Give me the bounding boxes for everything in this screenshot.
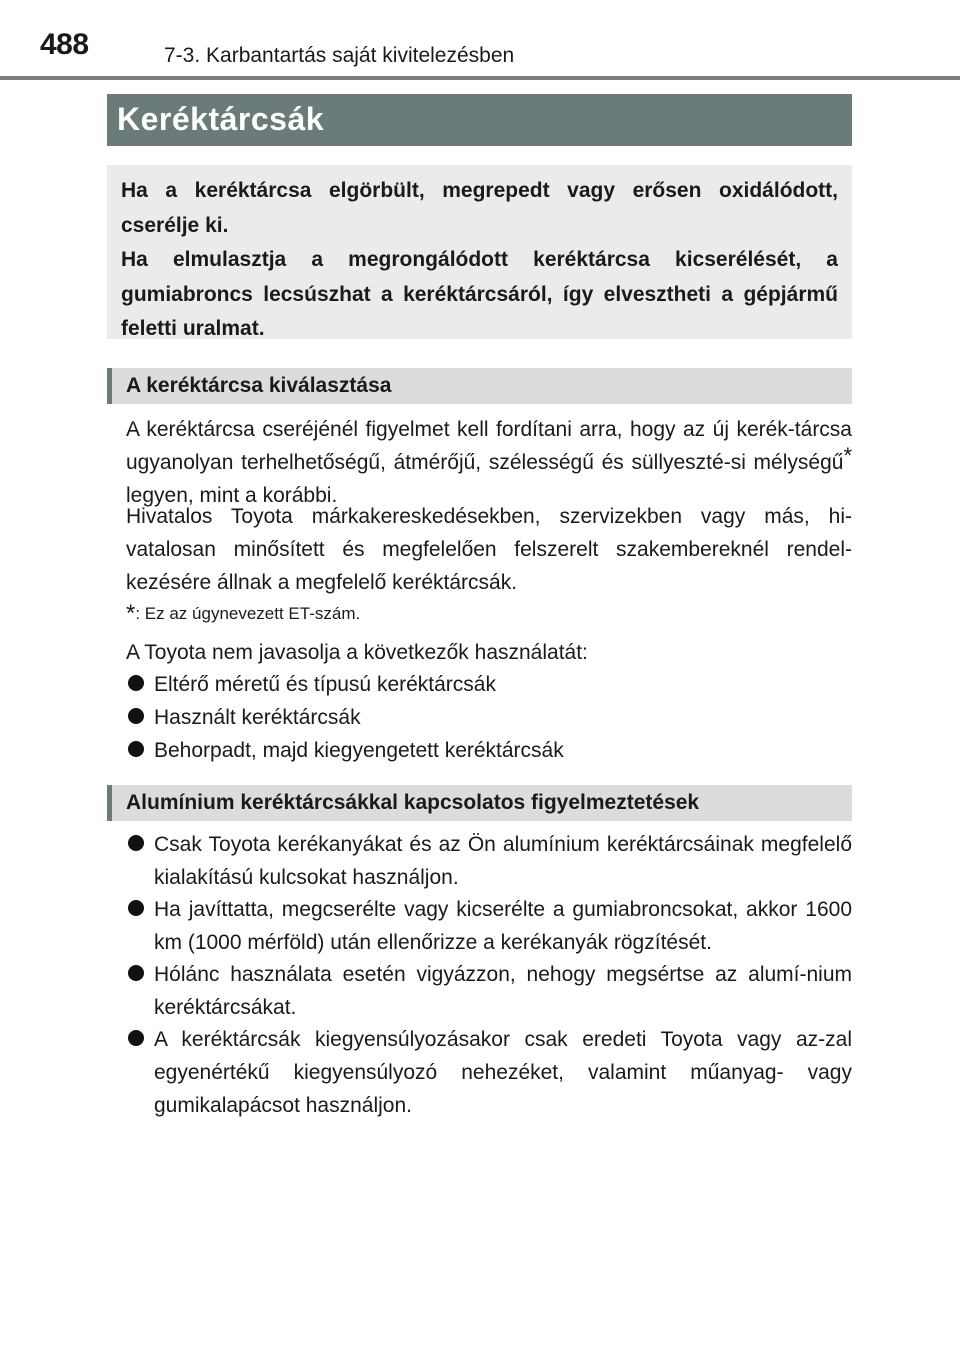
list-item bbox=[126, 893, 852, 959]
bullet-icon bbox=[128, 675, 144, 691]
selection-heading: A keréktárcsa kiválasztása bbox=[126, 374, 392, 397]
chapter-title: Keréktárcsák bbox=[117, 101, 325, 137]
list-item bbox=[126, 668, 852, 701]
chapter-title-bar bbox=[107, 94, 852, 146]
heading-accent bbox=[107, 368, 112, 404]
list-item bbox=[126, 701, 852, 734]
list-item-text: Ha javíttatta, megcserélte vagy kicserélte a gumiabroncsokat, akkor 1600 km (1000 mérföld) után ellenőrizze a kerékanyák rögzítését. bbox=[154, 898, 852, 954]
selection-paragraph-2: Hivatalos Toyota márkakereskedésekben, szervizekben vagy más, hi-vatalosan minősített és megfelelően felszerelt szakembereknél rendel-kezésére állnak a megfelelő keréktárcsák. bbox=[126, 505, 852, 594]
page-header bbox=[0, 0, 960, 80]
page-number: 488 bbox=[40, 28, 89, 61]
list-item-text: Behorpadt, majd kiegyengetett keréktárcsák bbox=[154, 739, 564, 762]
bullet-icon bbox=[128, 1030, 144, 1046]
list-item bbox=[126, 734, 852, 767]
bullet-icon bbox=[128, 708, 144, 724]
list-item bbox=[126, 828, 852, 894]
bullet-icon bbox=[128, 900, 144, 916]
list-item-text: Hólánc használata esetén vigyázzon, nehogy megsértse az alumí-nium keréktárcsákat. bbox=[154, 963, 852, 1019]
list-item bbox=[126, 958, 852, 1024]
section-title: 7-3. Karbantartás saját kivitelezésben bbox=[164, 44, 515, 67]
header-divider bbox=[0, 76, 960, 80]
list-item-text: A keréktárcsák kiegyensúlyozásakor csak eredeti Toyota vagy az-zal egyenértékű kiegyensúlyozó nehezéket, valamint műanyag- vagy gumikalapácsot használjon. bbox=[154, 1028, 852, 1117]
list-item-text: Használt keréktárcsák bbox=[154, 706, 361, 729]
footnote-text: : Ez az úgynevezett ET-szám. bbox=[135, 604, 361, 623]
warning-text-2: Ha elmulasztja a megrongálódott keréktárcsa kicserélését, a gumiabroncs lecsúszhat a keréktárcsáról, így elvesztheti a gépjármű feletti uralmat. bbox=[121, 248, 838, 340]
list-item-text: Csak Toyota kerékanyákat és az Ön alumínium keréktárcsáinak megfelelő kialakítású kulcsokat használjon. bbox=[154, 833, 852, 889]
aluminium-heading-bar bbox=[107, 785, 852, 821]
footnote bbox=[126, 600, 360, 628]
bullet-icon bbox=[128, 835, 144, 851]
footnote-marker: * bbox=[843, 443, 852, 468]
bullet-icon bbox=[128, 965, 144, 981]
aluminium-heading: Alumínium keréktárcsákkal kapcsolatos figyelmeztetések bbox=[126, 791, 700, 814]
heading-accent bbox=[107, 785, 112, 821]
list-item-text: Eltérő méretű és típusú keréktárcsák bbox=[154, 673, 496, 696]
footnote-star: * bbox=[126, 600, 136, 627]
selection-heading-bar bbox=[107, 368, 852, 404]
warning-box bbox=[107, 165, 852, 339]
selection-intro: A Toyota nem javasolja a következők használatát: bbox=[126, 641, 588, 664]
paragraph-text: A keréktárcsa cseréjénél figyelmet kell fordítani arra, hogy az új kerék-tárcsa ugyanolyan terhelhetőségű, átmérőjű, szélességű és süllyeszté-si mélységű bbox=[126, 418, 852, 474]
warning-text-1: Ha a keréktárcsa elgörbült, megrepedt vagy erősen oxidálódott, cserélje ki. bbox=[121, 179, 838, 237]
paragraph-text-end: legyen, mint a korábbi. bbox=[126, 484, 338, 507]
selection-paragraph-1 bbox=[126, 413, 852, 512]
list-item bbox=[126, 1023, 852, 1122]
bullet-icon bbox=[128, 741, 144, 757]
